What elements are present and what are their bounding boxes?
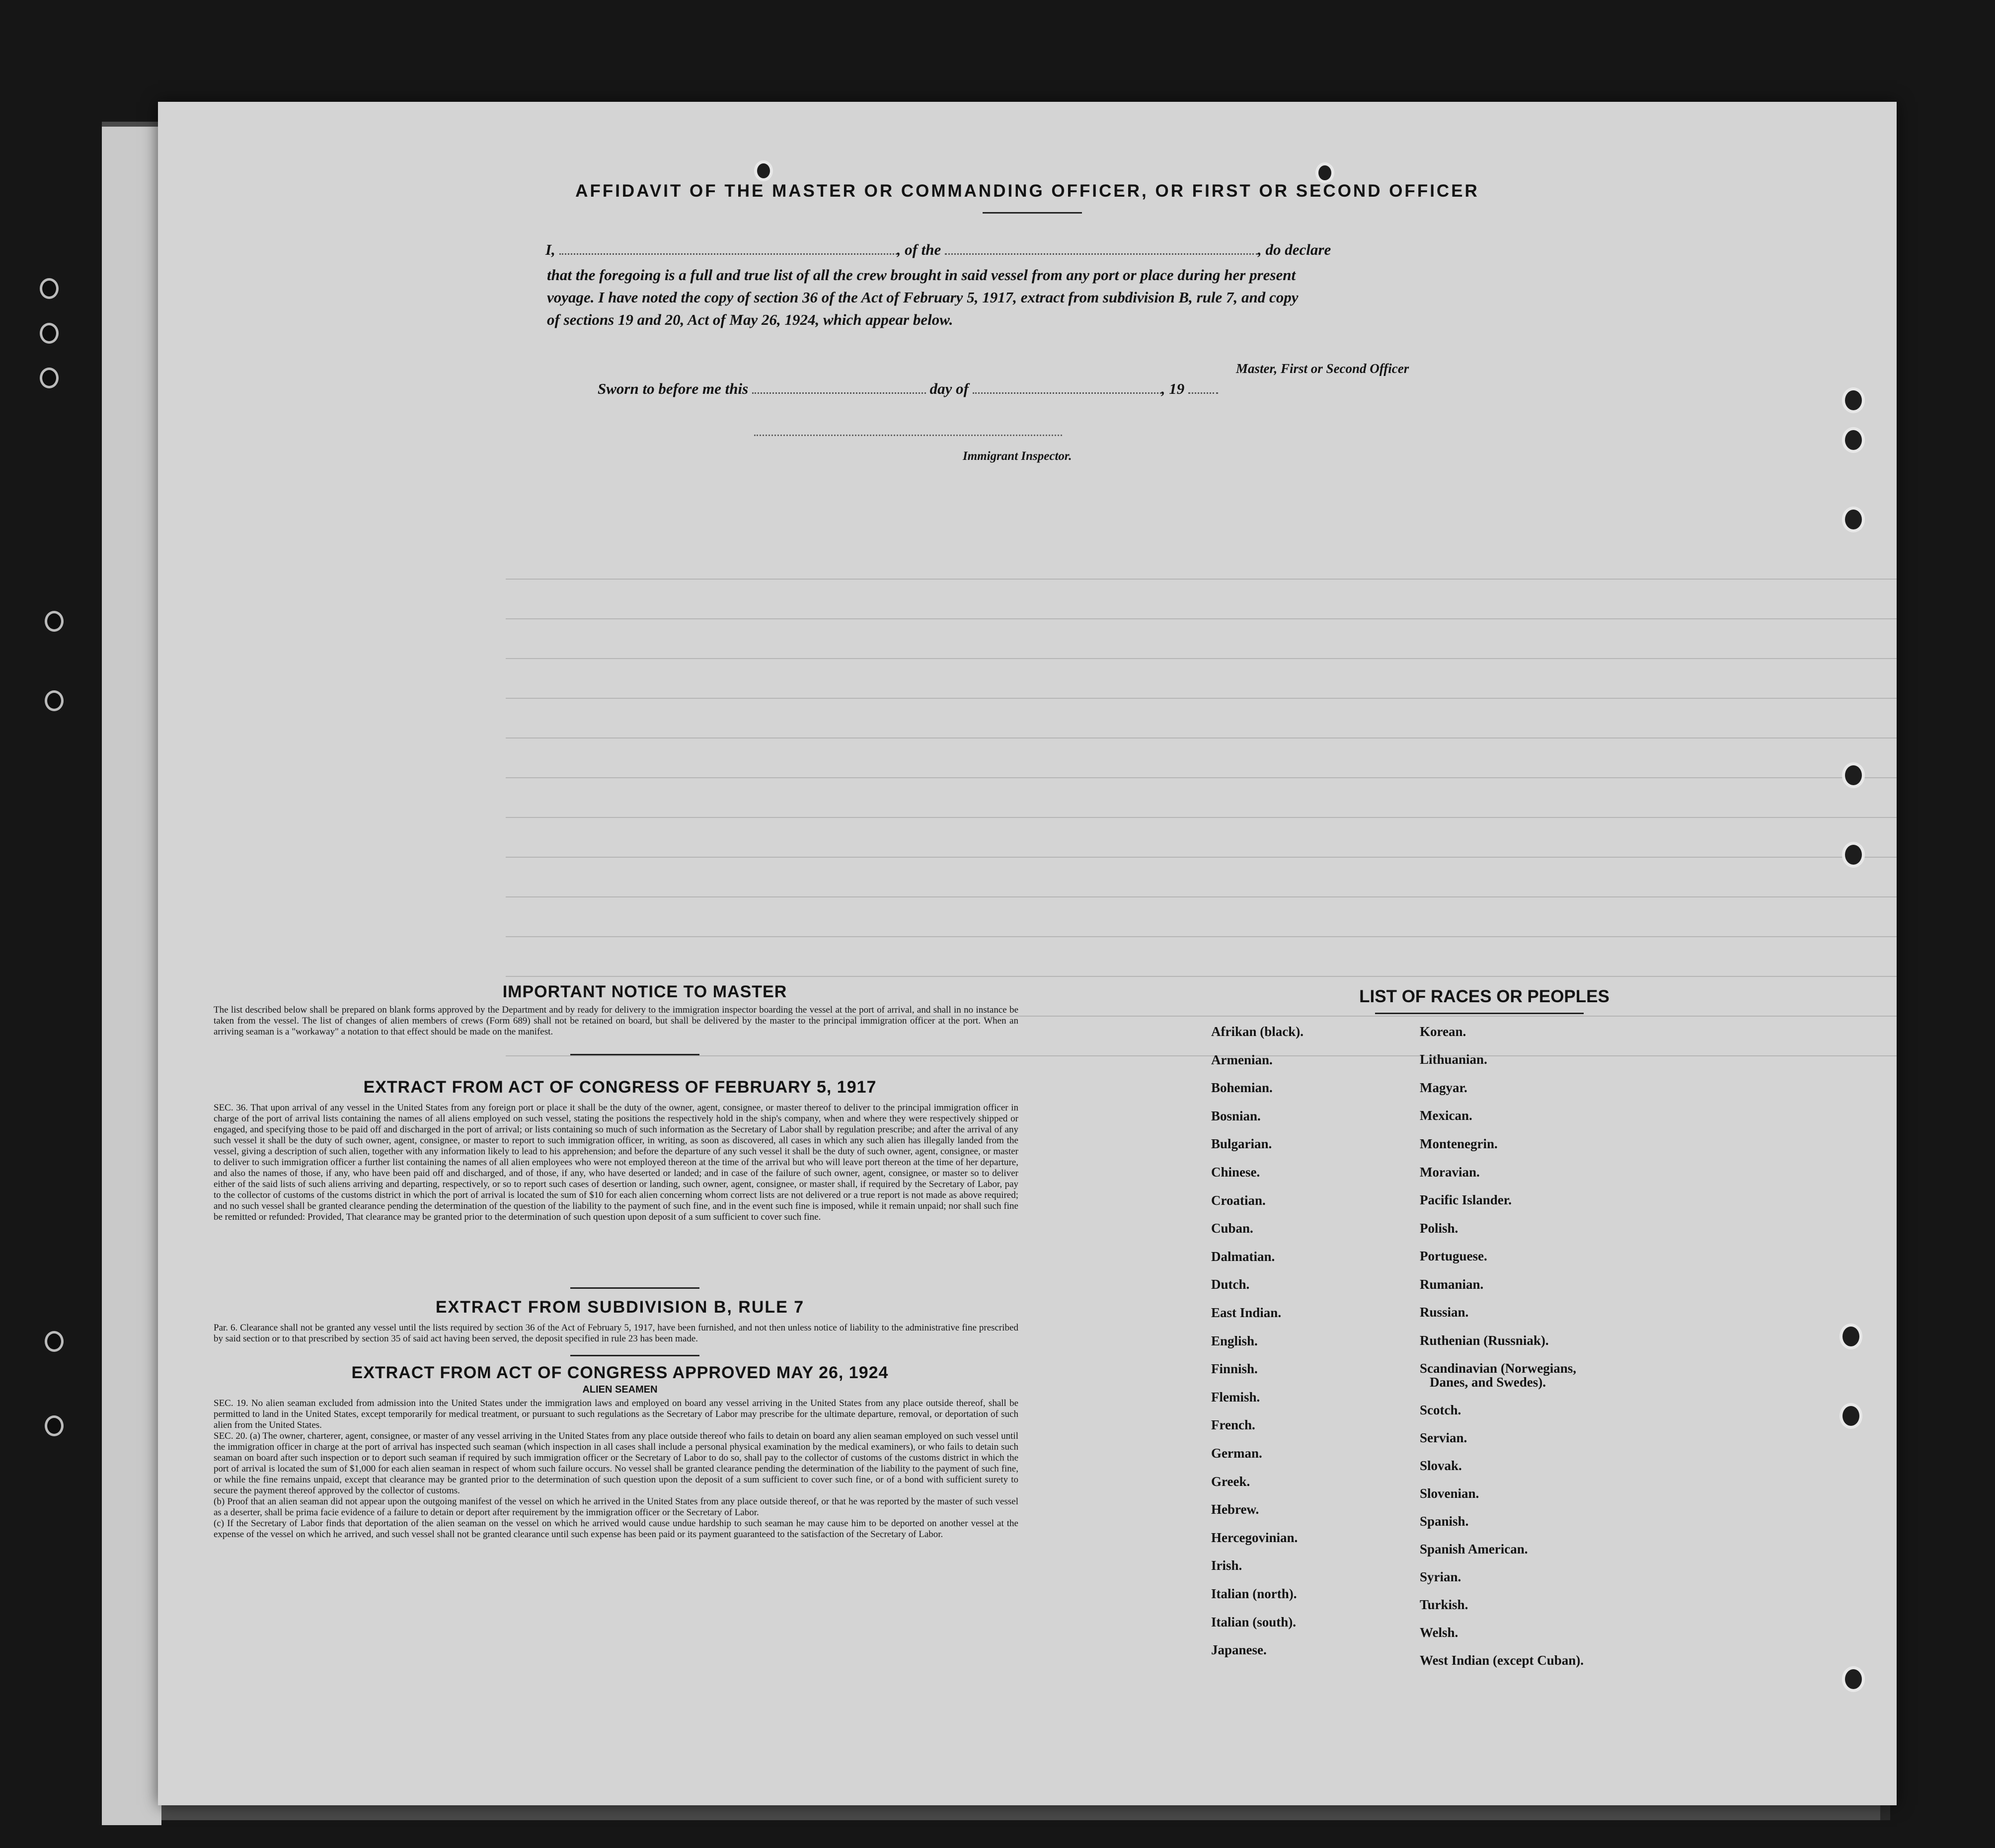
race-left-item: Hebrew. [1211, 1502, 1259, 1517]
sworn-month-blank[interactable] [973, 392, 1161, 394]
race-left-item: Chinese. [1211, 1165, 1260, 1180]
race-left-item: Afrikan (black). [1211, 1024, 1304, 1039]
race-left-item: Dalmatian. [1211, 1249, 1275, 1264]
punch-hole [1842, 427, 1865, 453]
punch-hole [1842, 762, 1865, 788]
binder-hole [45, 1415, 64, 1436]
race-right-item: Rumanian. [1420, 1277, 1484, 1292]
race-right-item: Spanish American. [1420, 1542, 1528, 1556]
affidavit-line-4: of sections 19 and 20, Act of May 26, 1924, which appear below. [547, 311, 953, 328]
do-declare-label: , do declare [1258, 241, 1331, 258]
race-right-item: Portuguese. [1420, 1249, 1487, 1263]
year-prefix: , 19 [1161, 380, 1185, 397]
signature-caption: Master, First or Second Officer [1236, 361, 1409, 376]
alien-seamen-subtitle: ALIEN SEAMEN [582, 1384, 658, 1395]
race-left-item: French. [1211, 1417, 1255, 1432]
race-right-item: Welsh. [1420, 1625, 1458, 1640]
races-rule [1375, 1013, 1584, 1014]
affidavit-title: AFFIDAVIT OF THE MASTER OR COMMANDING OFFICER, OR FIRST OR SECOND OFFICER [575, 181, 1479, 201]
race-left-item: Italian (north). [1211, 1586, 1297, 1601]
section-rule [570, 1355, 699, 1356]
race-left-item: Japanese. [1211, 1642, 1267, 1657]
sec-20c-text: (c) If the Secretary of Labor finds that deportation of the alien seaman on the vessel on which he arrived would cause undue hardship to such seaman he may cause him to be deported on another vessel at the expense of the vessel on which he arrived, and such vessel shall not be granted clearance until such expense has been paid or its payment guaranteed to the satisfaction of the Secretary of Labor. [214, 1518, 1018, 1540]
extract-rule7-body: Par. 6. Clearance shall not be granted any vessel until the lists required by section 36 of the Act of February 5, 1917, have been furnished, and not then unless notice of liability to the administrative fine prescribed by said section or to that prescribed by section 35 of said act having been served, the deposit specified in rule 23 has been made. [214, 1323, 1018, 1344]
vessel-name-blank[interactable] [945, 253, 1258, 255]
race-left-item: English. [1211, 1333, 1258, 1348]
race-right-item: Mexican. [1420, 1108, 1472, 1123]
notice-body: The list described below shall be prepared on blank forms approved by the Department and by ready for delivery to the immigration inspector boarding the vessel at the port of arrival, and shall in no instance be taken from the vessel. The list of changes of alien members of crews (Form 689) shall not be retained on board, but shall be delivered by the master to the principal immigration officer at the port. When an arriving seaman is a "workaway" a notation to that effect should be made on the manifest. [214, 1005, 1018, 1037]
show-through-line [506, 936, 1897, 937]
extract-1924-body [214, 1398, 1018, 1540]
extract-1924-title: EXTRACT FROM ACT OF CONGRESS APPROVED MAY 26, 1924 [351, 1363, 889, 1382]
punch-hole [1842, 842, 1865, 868]
extract-1917-body: SEC. 36. That upon arrival of any vessel in the United States from any foreign port or place it shall be the duty of the owner, agent, consignee, or master thereof to deliver to the principal immigration officer in charge of the port of arrival lists containing the names of all aliens employed on such vessel, stating the positions the respectively hold in the ship's company, when and where they were respectively shipped or engaged, and specifying those to be paid off and discharged in the port of arrival; or lists containing so much of such information as the Secretary of Labor shall by regulation prescribe; and after the arrival of any such vessel it shall be the duty of such owner, agent, consignee, or master to report to such immigration officer, in writing, as soon as discovered, all cases in which any such alien has illegally landed from the vessel, giving a description of such alien, together with any information likely to lead to his apprehension; and before the departure of any such vessel it shall be the duty of such owner, agent, consignee, or master to deliver to such immigration officer a further list containing the names of all alien employees who were not employed thereon at the time of the arrival but who will leave port thereon at the time of her departure, and also the names of those, if any, who have been paid off and discharged, and of those, if any, who have deserted or landed; and in case of the failure of such owner, agent, consignee, or master so to deliver either of the said lists of such aliens arriving and departing, respectively, or so to report such cases of desertion or landing, such owner, agent, consignee, or master shall, if required by the Secretary of Labor, pay to the collector of customs of the customs district in which the port of arrival is located the sum of $10 for each alien concerning whom correct lists are not delivered or a true report is not made as above required; and no such vessel shall be granted clearance pending the determination of the question of the liability to the payment of such fine, and in the event such fine is imposed, while it remain unpaid; nor shall such fine be remitted or refunded: Provided, That clearance may be granted prior to the determination of such question upon deposit of a sum sufficient to cover such fine. [214, 1103, 1018, 1222]
race-right-item: Slovenian. [1420, 1486, 1479, 1501]
race-right-item: Servian. [1420, 1430, 1467, 1445]
extract-1917-title: EXTRACT FROM ACT OF CONGRESS OF FEBRUARY 5, 1917 [363, 1078, 877, 1097]
show-through-line [506, 698, 1897, 699]
show-through-line [506, 976, 1897, 977]
race-left-item: Dutch. [1211, 1277, 1250, 1292]
binder-hole [45, 1331, 64, 1352]
declarant-name-blank[interactable] [559, 253, 897, 255]
punch-hole [1315, 162, 1334, 183]
race-right-item: Polish. [1420, 1221, 1458, 1236]
sworn-label: Sworn to before me this [598, 380, 749, 397]
title-rule [983, 212, 1082, 214]
punch-hole [1840, 1403, 1862, 1429]
show-through-line [506, 738, 1897, 739]
race-left-item: Greek. [1211, 1474, 1250, 1489]
sec-19-text: SEC. 19. No alien seaman excluded from admission into the United States under the immigration laws and employed on board any vessel arriving in the United States from any place outside thereof, shall be permitted to land in the United States, except temporarily for medical treatment, or pursuant to such regulations as the Secretary of Labor may prescribe for the ultimate departure, removal, or deportation of such alien from the United States. [214, 1398, 1018, 1430]
punch-hole [1842, 1666, 1865, 1692]
race-right-item: Scotch. [1420, 1403, 1461, 1417]
race-right-item: Syrian. [1420, 1569, 1461, 1584]
race-left-item: Bulgarian. [1211, 1136, 1272, 1151]
punch-hole [1842, 387, 1865, 413]
race-left-item: East Indian. [1211, 1305, 1282, 1320]
inspector-signature-blank[interactable] [754, 435, 1062, 436]
race-right-item: Turkish. [1420, 1597, 1468, 1612]
show-through-line [506, 896, 1897, 897]
race-right-item: Magyar. [1420, 1080, 1467, 1095]
section-rule [570, 1287, 699, 1289]
sec-20b-text: (b) Proof that an alien seaman did not appear upon the outgoing manifest of the vessel on which he arrived in the United States from any place outside thereof, or that he was reported by the master of such vessel as a deserter, shall be prima facie evidence of a failure to detain or deport after requirement by the immigration officer or the Secretary of Labor. [214, 1496, 1018, 1518]
sworn-year-blank[interactable] [1188, 392, 1218, 394]
race-right-item: Moravian. [1420, 1165, 1480, 1180]
show-through-line [506, 579, 1897, 580]
show-through-line [506, 857, 1897, 858]
race-left-item: Croatian. [1211, 1193, 1266, 1208]
race-left-item: Flemish. [1211, 1390, 1260, 1404]
punch-hole [1842, 507, 1865, 532]
race-right-item: Russian. [1420, 1305, 1469, 1320]
binder-hole [45, 690, 64, 711]
affidavit-body [547, 264, 1540, 331]
affidavit-page [158, 102, 1897, 1805]
left-sheet-strip [102, 127, 161, 1825]
of-the-label: , of the [897, 241, 941, 258]
race-right-item: Korean. [1420, 1024, 1466, 1039]
inspector-caption: Immigrant Inspector. [963, 449, 1072, 463]
section-rule [570, 1054, 699, 1055]
sworn-line [598, 380, 1442, 398]
race-right-item: West Indian (except Cuban). [1420, 1653, 1584, 1668]
binder-hole [40, 368, 59, 388]
binder-hole [40, 278, 59, 299]
race-left-item: German. [1211, 1446, 1262, 1461]
show-through-line [506, 1055, 1897, 1056]
sec-20a-text: SEC. 20. (a) The owner, charterer, agent, consignee, or master of any vessel arriving in the United States from any place outside thereof who fails to detain on board any alien seaman employed on such vessel until the immigration officer in charge at the port of arrival has inspected such seaman (which inspection in all cases shall include a personal physical examination by the medical examiners), or who fails to detain such seaman on board after such inspection or to deport such seaman if required by such immigration officer or the Secretary of Labor to do so, shall pay to the collector of customs of the customs district in which the port of arrival is located the sum of $1,000 for each alien seaman in respect of whom such failure occurs. No vessel shall be granted clearance pending the determination of the liability to the payment of such fine, or while the fine remains unpaid, except that clearance may be granted prior to the determination of such question upon the deposit of a sum sufficient to cover such fine, or of a bond with sufficient surety to secure the payment thereof approved by the collector of customs. [214, 1431, 1018, 1496]
punch-hole [754, 160, 773, 181]
race-left-item: Cuban. [1211, 1221, 1253, 1236]
race-right-item: Lithuanian. [1420, 1052, 1487, 1067]
race-right-item: Danes, and Swedes). [1430, 1375, 1546, 1390]
show-through-line [506, 817, 1897, 818]
race-left-item: Irish. [1211, 1558, 1242, 1573]
declarant-prefix: I, [545, 241, 555, 258]
race-right-item: Spanish. [1420, 1514, 1469, 1529]
race-right-item: Scandinavian (Norwegians, [1420, 1361, 1577, 1376]
binder-hole [40, 323, 59, 344]
race-left-item: Italian (south). [1211, 1615, 1297, 1629]
show-through-line [506, 618, 1897, 619]
race-left-item: Bohemian. [1211, 1080, 1273, 1095]
race-right-item: Ruthenian (Russniak). [1420, 1333, 1549, 1348]
binder-hole [45, 611, 64, 632]
extract-rule7-title: EXTRACT FROM SUBDIVISION B, RULE 7 [435, 1298, 805, 1317]
race-right-item: Montenegrin. [1420, 1136, 1498, 1151]
race-left-item: Armenian. [1211, 1052, 1273, 1067]
show-through-line [506, 658, 1897, 659]
races-title: LIST OF RACES OR PEOPLES [1359, 987, 1610, 1006]
notice-title: IMPORTANT NOTICE TO MASTER [502, 982, 787, 1001]
race-left-item: Finnish. [1211, 1361, 1258, 1376]
race-left-item: Bosnian. [1211, 1109, 1261, 1123]
affidavit-line-2: that the foregoing is a full and true list of all the crew brought in said vessel from any port or place during her present [547, 266, 1296, 284]
show-through-line [506, 777, 1897, 778]
affidavit-line-3: voyage. I have noted the copy of section 36 of the Act of February 5, 1917, extract from subdivision B, rule 7, and copy [547, 289, 1299, 306]
sworn-day-blank[interactable] [752, 392, 926, 394]
race-right-item: Slovak. [1420, 1458, 1462, 1473]
race-left-item: Hercegovinian. [1211, 1530, 1298, 1545]
day-of-label: day of [929, 380, 969, 397]
affidavit-line-1 [545, 241, 1539, 259]
punch-hole [1840, 1324, 1862, 1349]
race-right-item: Pacific Islander. [1420, 1192, 1512, 1207]
